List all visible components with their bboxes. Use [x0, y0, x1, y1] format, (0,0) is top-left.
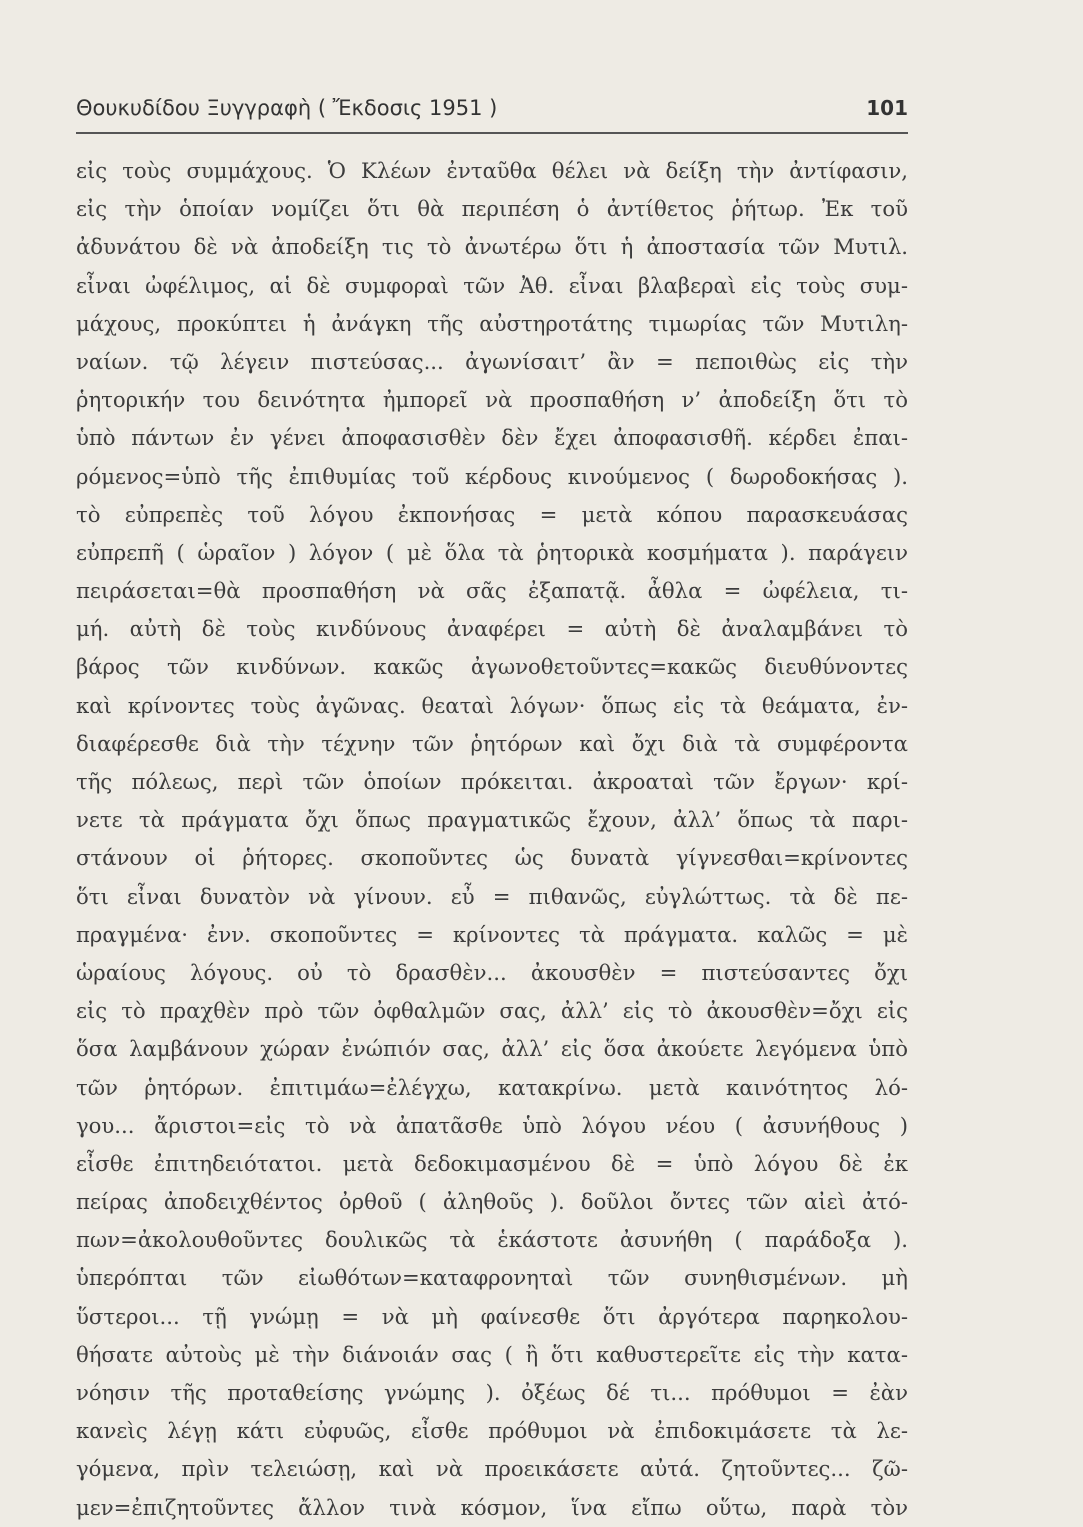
text-line: καὶ κρίνοντες τοὺς ἀγῶνας. θεαταὶ λόγων· ὅπως εἰς τὰ θεάματα, ἐν- [76, 692, 908, 718]
text-line: διαφέρεσθε διὰ τὴν τέχνην τῶν ῥητόρων καὶ ὄχι διὰ τὰ συμφέροντα [76, 730, 908, 756]
text-line: πραγμένα· ἐνν. σκοποῦντες = κρίνοντες τὰ πράγματα. καλῶς = μὲ [76, 921, 908, 947]
text-line: ἀδυνάτου δὲ νὰ ἀποδείξη τις τὸ ἀνωτέρω ὅτι ἡ ἀποστασία τῶν Μυτιλ. [76, 234, 908, 260]
text-line: τῶν ῥητόρων. ἐπιτιμάω=ἐλέγχω, κατακρίνω. μετὰ καινότητος λό- [76, 1074, 908, 1100]
text-line: ῥητορικήν του δεινότητα ἠμπορεῖ νὰ προσπαθήση ν’ ἀποδείξη ὅτι τὸ [76, 387, 908, 413]
text-line: κανεὶς λέγῃ κάτι εὐφυῶς, εἶσθε πρόθυμοι νὰ ἐπιδοκιμάσετε τὰ λε- [76, 1418, 908, 1444]
text-line: εἶναι ὠφέλιμος, αἱ δὲ συμφοραὶ τῶν Ἀθ. εἶναι βλαβεραὶ εἰς τοὺς συμ- [76, 272, 908, 298]
text-line: στάνουν οἱ ῥήτορες. σκοποῦντες ὡς δυνατὰ γίγνεσθαι=κρίνοντες [76, 845, 908, 871]
page-number: 101 [866, 96, 908, 120]
text-line: μάχους, προκύπτει ἡ ἀνάγκη τῆς αὐστηροτάτης τιμωρίας τῶν Μυτιλη- [76, 310, 908, 336]
text-line: τὸ εὐπρεπὲς τοῦ λόγου ἐκπονήσας = μετὰ κόπου παρασκευάσας [76, 501, 908, 527]
text-line: εὐπρεπῆ ( ὡραῖον ) λόγον ( μὲ ὅλα τὰ ῥητορικὰ κοσμήματα ). παράγειν [76, 539, 908, 565]
header-title: Θουκυδίδου Ξυγγραφὴ ( Ἔκδοσις 1951 ) [76, 96, 498, 120]
text-line: πειράσεται=θὰ προσπαθήση νὰ σᾶς ἐξαπατᾷ. ἆθλα = ὠφέλεια, τι- [76, 578, 908, 604]
text-line: εἰς τὸ πραχθὲν πρὸ τῶν ὀφθαλμῶν σας, ἀλλ’ εἰς τὸ ἀκουσθὲν=ὄχι εἰς [76, 998, 908, 1024]
text-line: γου... ἄριστοι=εἰς τὸ νὰ ἀπατᾶσθε ὑπὸ λόγου νέου ( ἀσυνήθους ) [76, 1112, 908, 1138]
running-header [76, 96, 908, 136]
text-line: πων=ἀκολουθοῦντες δουλικῶς τὰ ἑκάστοτε ἀσυνήθη ( παράδοξα ). [76, 1227, 908, 1253]
text-line: νόησιν τῆς προταθείσης γνώμης ). ὀξέως δέ τι... πρόθυμοι = ἐὰν [76, 1380, 908, 1405]
text-line: ὅσα λαμβάνουν χώραν ἐνώπιόν σας, ἀλλ’ εἰς ὅσα ἀκούετε λεγόμενα ὑπὸ [76, 1036, 908, 1062]
text-line: θήσατε αὐτοὺς μὲ τὴν διάνοιάν σας ( ἢ ὅτι καθυστερεῖτε εἰς τὴν κατα- [76, 1341, 908, 1367]
text-line: βάρος τῶν κινδύνων. κακῶς ἀγωνοθετοῦντες=κακῶς διευθύνοντες [76, 654, 908, 680]
text-line: ὑπερόπται τῶν εἰωθότων=καταφρονηταὶ τῶν συνηθισμένων. μὴ [76, 1265, 908, 1291]
text-line: γόμενα, πρὶν τελειώσῃ, καὶ νὰ προεικάσετε αὐτά. ζητοῦντες... ζῶ- [76, 1456, 908, 1482]
text-line: πείρας ἀποδειχθέντος ὀρθοῦ ( ἀληθοῦς ). δοῦλοι ὄντες τῶν αἰεὶ ἀτό- [76, 1189, 908, 1215]
text-line: τῆς πόλεως, περὶ τῶν ὁποίων πρόκειται. ἀκροαταὶ τῶν ἔργων· κρί- [76, 769, 908, 794]
commentary-text [76, 152, 908, 1527]
text-line: ὑπὸ πάντων ἐν γένει ἀποφασισθὲν δὲν ἔχει ἀποφασισθῆ. κέρδει ἐπαι- [76, 425, 908, 451]
text-line: εἰς τὴν ὁποίαν νομίζει ὅτι θὰ περιπέση ὁ ἀντίθετος ῥήτωρ. Ἐκ τοῦ [76, 196, 908, 222]
text-line: μεν=ἐπιζητοῦντες ἄλλον τινὰ κόσμον, ἵνα εἴπω οὕτω, παρὰ τὸν [76, 1494, 908, 1520]
text-line: εἰς τοὺς συμμάχους. Ὁ Κλέων ἐνταῦθα θέλει νὰ δείξη τὴν ἀντίφασιν, [76, 158, 908, 183]
header-rule [76, 132, 908, 134]
text-line: μή. αὐτὴ δὲ τοὺς κινδύνους ἀναφέρει = αὐτὴ δὲ ἀναλαμβάνει τὸ [76, 616, 908, 642]
text-line: ὕστεροι... τῇ γνώμῃ = νὰ μὴ φαίνεσθε ὅτι ἀργότερα παρηκολου- [76, 1303, 908, 1329]
text-line: νετε τὰ πράγματα ὄχι ὅπως πραγματικῶς ἔχουν, ἀλλ’ ὅπως τὰ παρι- [76, 807, 908, 833]
text-line: ὅτι εἶναι δυνατὸν νὰ γίνουν. εὖ = πιθανῶς, εὐγλώττως. τὰ δὲ πε- [76, 883, 908, 909]
text-line: εἶσθε ἐπιτηδειότατοι. μετὰ δεδοκιμασμένου δὲ = ὑπὸ λόγου δὲ ἐκ [76, 1150, 908, 1176]
text-line: ναίων. τῷ λέγειν πιστεύσας... ἀγωνίσαιτ’ ἂν = πεποιθὼς εἰς τὴν [76, 348, 908, 374]
text-line: ρόμενος=ὑπὸ τῆς ἐπιθυμίας τοῦ κέρδους κινούμενος ( δωροδοκήσας ). [76, 463, 908, 489]
text-line: ὡραίους λόγους. οὐ τὸ δρασθὲν... ἀκουσθὲν = πιστεύσαντες ὄχι [76, 959, 908, 985]
